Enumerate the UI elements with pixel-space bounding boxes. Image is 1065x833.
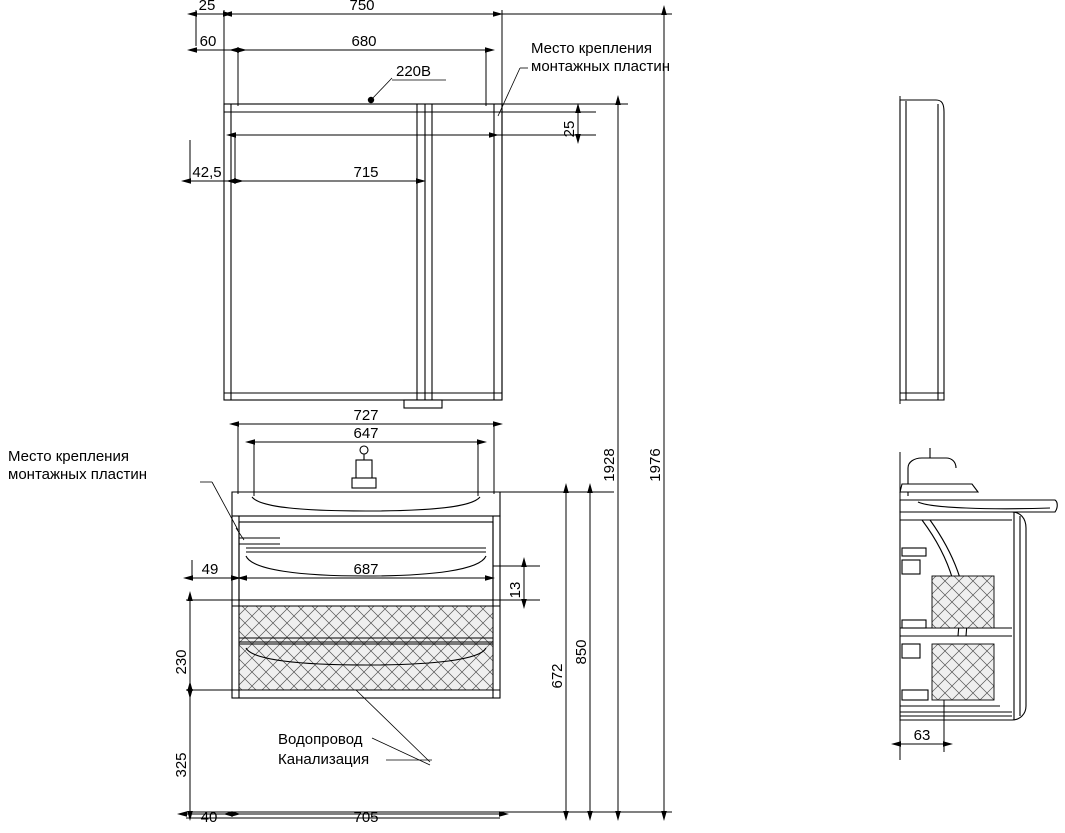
view-mirror-side [890,90,970,410]
dim-672: 672 [549,663,566,689]
annotation-mount-plates-left-line2: монтажных пластин [8,466,147,483]
annotation-sewerage: Канализация [278,751,370,768]
dim-687: 687 [353,561,379,578]
dim-40: 40 [200,809,218,826]
dim-60: 60 [199,33,217,50]
dim-25-right: 25 [561,120,578,138]
dim-705: 705 [353,809,379,826]
dim-1976: 1976 [647,448,664,482]
dim-1928: 1928 [601,448,618,482]
dim-750: 750 [349,0,375,14]
dim-42-5: 42,5 [192,164,222,181]
view-cabinet-side [890,440,1065,760]
view-mirror-front [186,6,516,416]
dim-325: 325 [173,752,190,778]
dim-13: 13 [507,581,524,599]
view-cabinet-front [180,420,510,820]
annotation-220v: 220В [396,63,432,80]
annotation-mount-plates-top-line2: монтажных пластин [531,58,670,75]
dim-49: 49 [201,561,219,578]
dim-850: 850 [573,639,590,665]
dim-647: 647 [353,425,379,442]
dim-63: 63 [913,727,931,744]
dim-727: 727 [353,407,379,424]
annotation-mount-plates-top-line1: Место крепления [531,40,652,57]
dim-230: 230 [173,649,190,675]
annotation-water-supply: Водопровод [278,731,363,748]
dim-680: 680 [351,33,377,50]
dim-25-top: 25 [198,0,216,14]
annotation-mount-plates-left-line1: Место крепления [8,448,129,465]
dim-715: 715 [353,164,379,181]
